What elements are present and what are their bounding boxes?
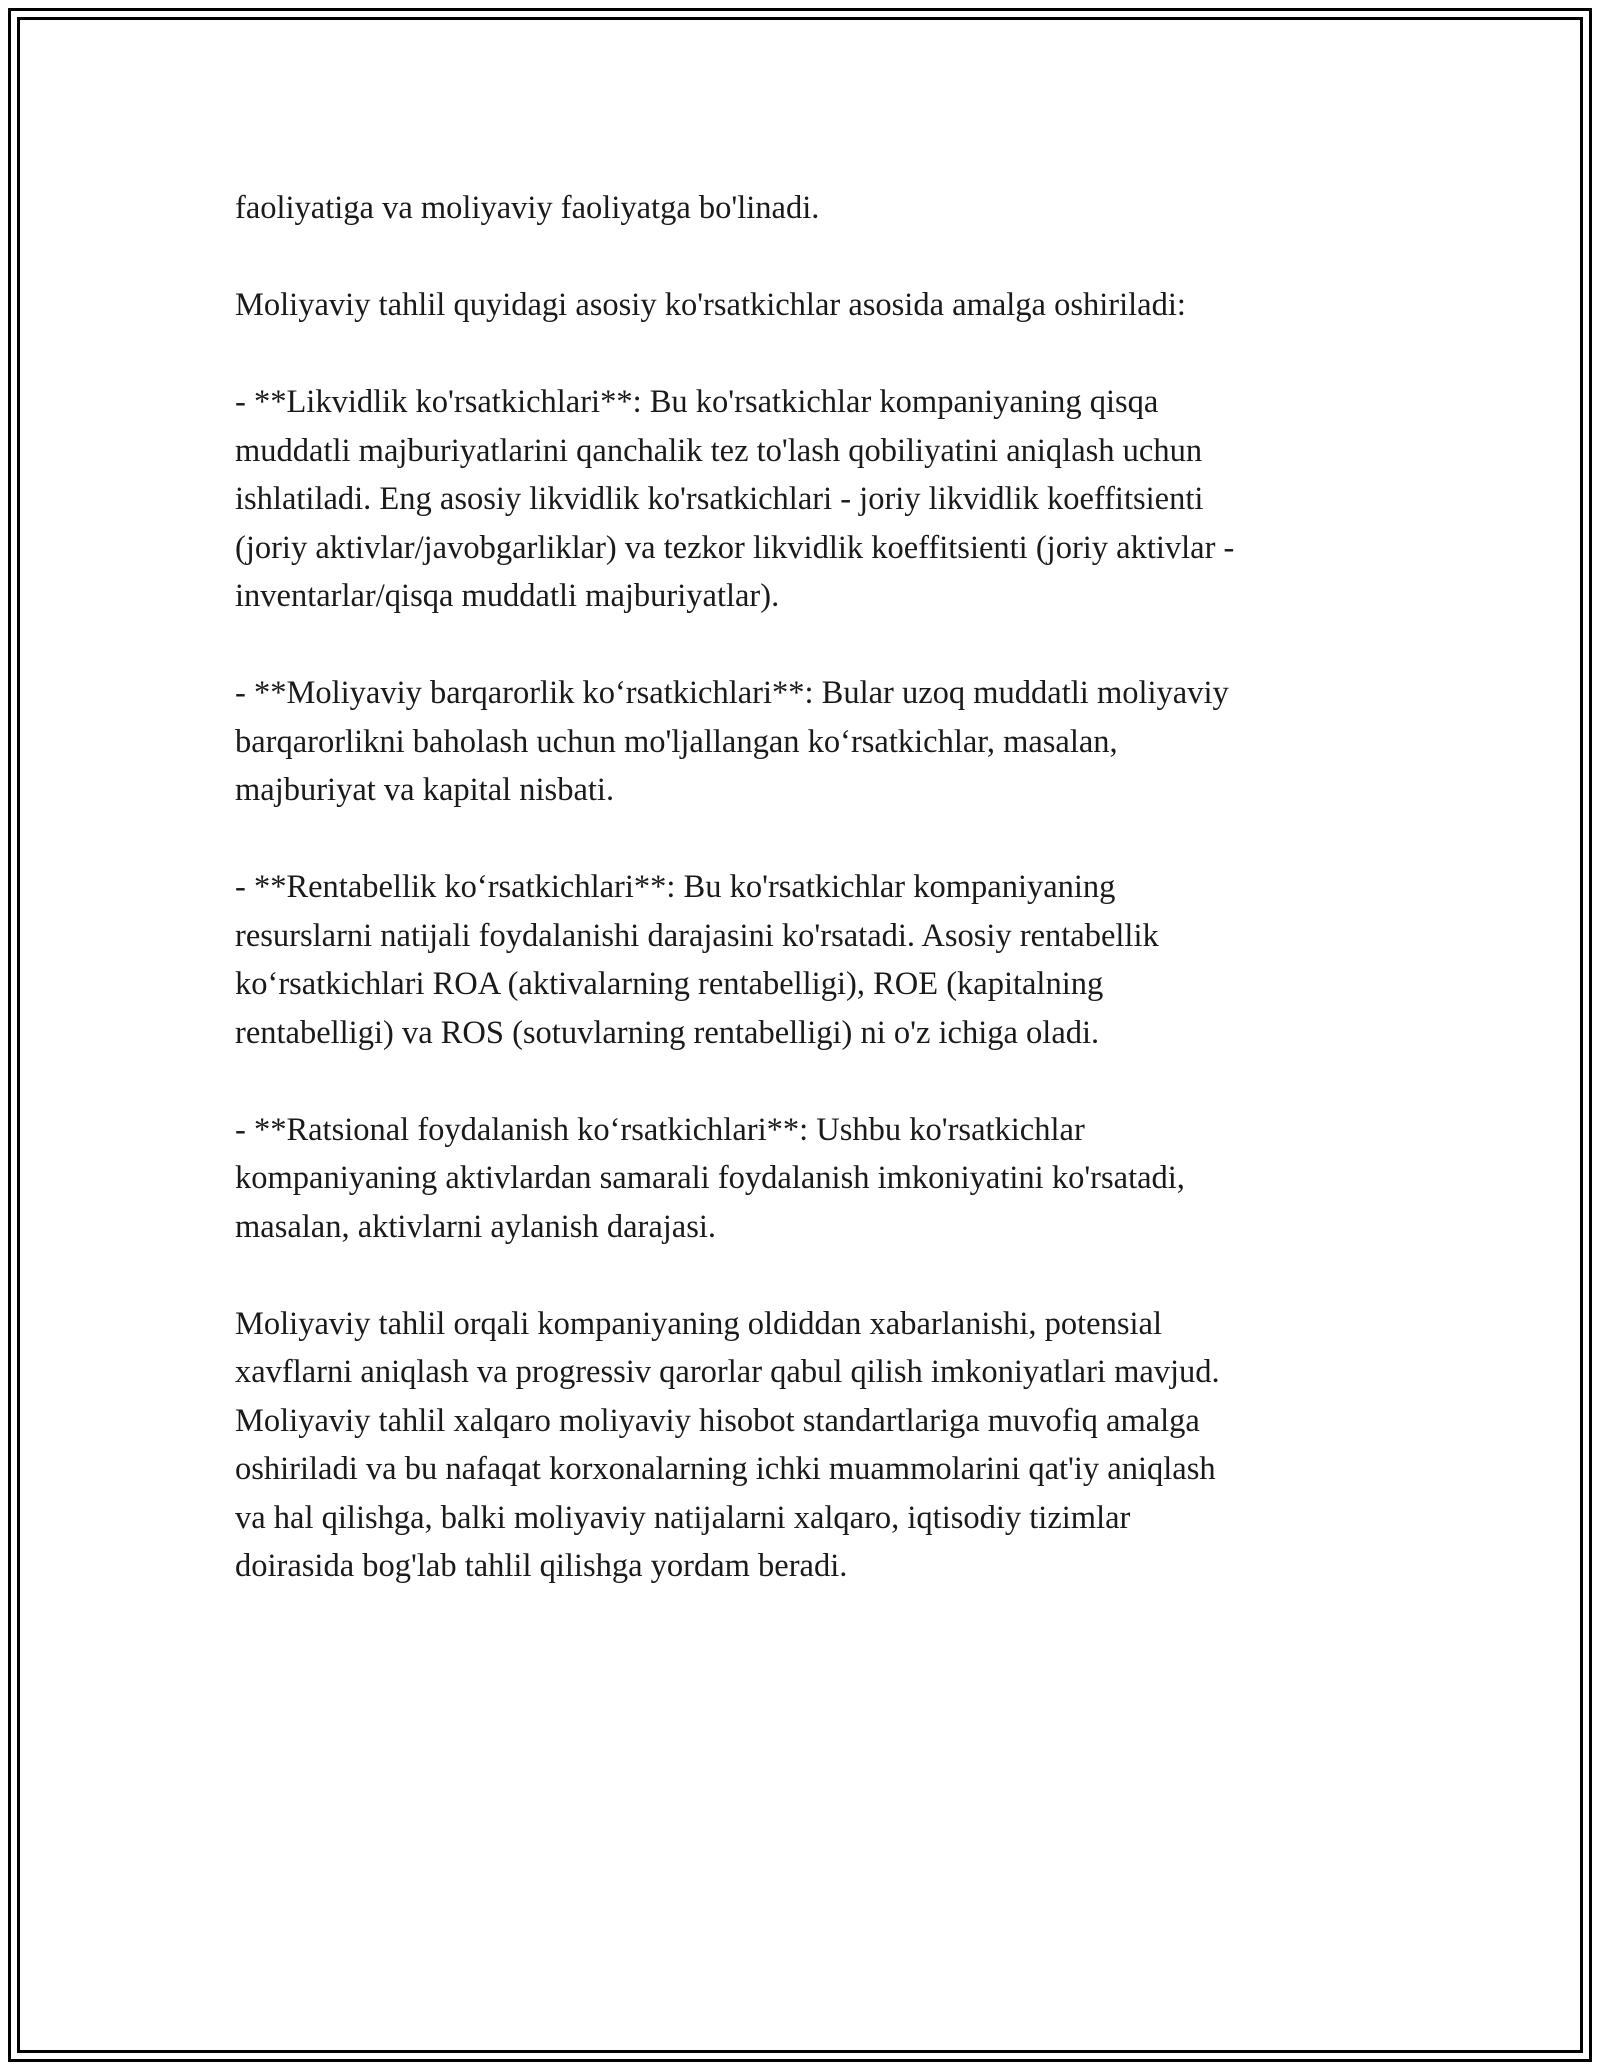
text-line: kompaniyaning aktivlardan samarali foydalanish imkoniyatini ko'rsatadi, [235, 1160, 1185, 1196]
text-line: inventarlar/qisqa muddatli majburiyatlar). [235, 578, 780, 614]
text-line: doirasida bog'lab tahlil qilishga yordam beradi. [235, 1548, 848, 1584]
text-line: - **Rentabellik koʻrsatkichlari**: Bu ko'rsatkichlar kompaniyaning [235, 869, 1116, 905]
text-line: - **Moliyaviy barqarorlik koʻrsatkichlari**: Bular uzoq muddatli moliyaviy [235, 675, 1229, 711]
text-line: - **Likvidlik ko'rsatkichlari**: Bu ko'rsatkichlar kompaniyaning qisqa [235, 384, 1159, 420]
text-line: faoliyatiga va moliyaviy faoliyatga bo'linadi. [235, 190, 820, 226]
text-line: resurslarni natijali foydalanishi darajasini ko'rsatadi. Asosiy rentabellik [235, 917, 1159, 954]
list-item-efficiency [235, 1106, 1390, 1252]
list-item-liquidity [235, 378, 1390, 621]
paragraph-conclusion [235, 1300, 1390, 1591]
document-body [235, 184, 1390, 1639]
text-line: ishlatiladi. Eng asosiy likvidlik ko'rsatkichlari - joriy likvidlik koeffitsienti [235, 481, 1204, 517]
text-line: majburiyat va kapital nisbati. [235, 772, 615, 808]
paragraph-indicators-intro [235, 281, 1390, 330]
text-line: - **Ratsional foydalanish koʻrsatkichlari**: Ushbu ko'rsatkichlar [235, 1111, 1085, 1148]
list-item-profitability [235, 863, 1390, 1057]
text-line: Moliyaviy tahlil xalqaro moliyaviy hisobot standartlariga muvofiq amalga [235, 1402, 1200, 1439]
text-line: koʻrsatkichlari ROA (aktivalarning rentabelligi), ROE (kapitalning [235, 966, 1104, 1002]
text-line: Moliyaviy tahlil quyidagi asosiy ko'rsatkichlar asosida amalga oshiriladi: [235, 287, 1186, 323]
text-line: barqarorlikni baholash uchun mo'ljallangan koʻrsatkichlar, masalan, [235, 723, 1118, 760]
text-line: muddatli majburiyatlarini qanchalik tez to'lash qobiliyatini aniqlash uchun [235, 432, 1203, 469]
text-line: (joriy aktivlar/javobgarliklar) va tezkor likvidlik koeffitsienti (joriy aktivlar - [235, 529, 1235, 566]
text-line: rentabelligi) va ROS (sotuvlarning rentabelligi) ni o'z ichiga oladi. [235, 1014, 1100, 1051]
text-line: Moliyaviy tahlil orqali kompaniyaning oldiddan xabarlanishi, potensial [235, 1305, 1162, 1342]
text-line: xavflarni aniqlash va progressiv qarorlar qabul qilish imkoniyatlari mavjud. [235, 1354, 1220, 1390]
text-line: oshiriladi va bu nafaqat korxonalarning ichki muammolarini qat'iy aniqlash [235, 1451, 1216, 1487]
list-item-stability [235, 669, 1390, 815]
text-line: masalan, aktivlarni aylanish darajasi. [235, 1208, 717, 1245]
paragraph-intro-continuation [235, 184, 1390, 233]
text-line: va hal qilishga, balki moliyaviy natijalarni xalqaro, iqtisodiy tizimlar [235, 1499, 1131, 1536]
